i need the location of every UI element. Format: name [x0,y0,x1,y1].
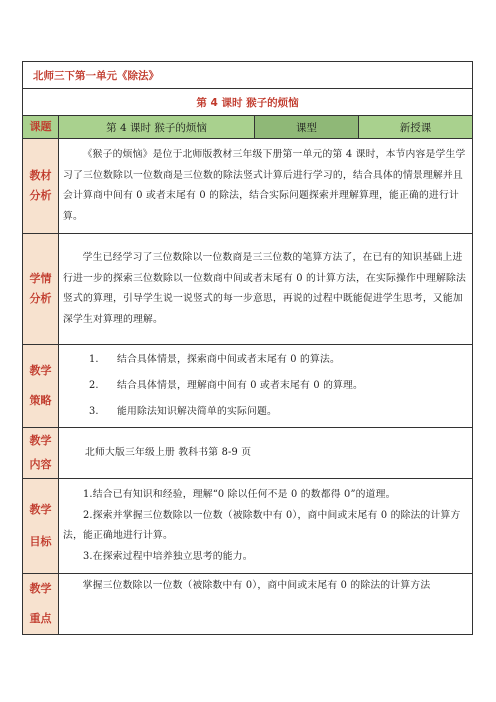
key-points-row [23,574,473,635]
strategy-list [59,345,473,428]
goal-item: 3.在探索过程中培养独立思考的能力。 [83,550,253,562]
header-subtitle-row [23,89,473,116]
goal-item: 2.探索并掌握三位数除以一位数（被除数中有 0），商中间或末尾有 0 的除法的计算方法，能正确地进行计算。 [63,509,461,541]
type-label: 课型 [255,116,359,139]
goal-item: 1.结合已有知识和经验，理解“0 除以任何不是 0 的数都得 0”的道理。 [83,489,396,500]
textbook-analysis-row [23,139,473,234]
content-text: 北师大版三年级上册 教科书第 8-9 页 [59,428,473,479]
topic-value: 第 4 课时 猴子的烦恼 [59,116,255,139]
type-value: 新授课 [359,116,473,139]
student-analysis-text: 学生已经学习了三位数除以一位数商是三三位数的笔算方法了，在已有的知识基础上进行进一步的探索三位数除以一位数商中间或者末尾有 0 的计算方法，在实际操作中理解除法竖式的算理，引导学生说一说竖式的每一步意思，再说的过程中既能促进学生思考，又能加深学生对算理的理解。 [59,234,473,345]
key-points-text: 掌握三位数除以一位数（被除数中有 0），商中间或末尾有 0 的除法的计算方法 [59,574,473,635]
lesson-subtitle: 第 4 课时 猴子的烦恼 [23,89,473,116]
strategy-item: 3. 能用除法知识解决简单的实际问题。 [89,406,277,417]
strategy-item: 2. 结合具体情景，理解商中间有 0 或者末尾有 0 的算理。 [89,380,364,391]
meta-row [23,116,473,139]
topic-label: 课题 [23,116,59,139]
goals-row [23,479,473,574]
goals-list [59,479,473,574]
strategy-row [23,345,473,428]
strategy-item: 1. 结合具体情景，探索商中间或者末尾有 0 的算法。 [89,354,340,365]
content-row [23,428,473,479]
student-analysis-label: 学情分析 [23,234,59,345]
content-label: 教学内容 [23,428,59,479]
strategy-label: 教学策略 [23,345,59,428]
header-title-row [23,62,473,89]
lesson-plan-table [22,61,473,635]
lesson-plan-page [22,61,472,625]
textbook-analysis-label: 教材分析 [23,139,59,234]
goals-label: 教学目标 [23,479,59,574]
student-analysis-row [23,234,473,345]
unit-title: 北师三下第一单元《除法》 [23,62,473,89]
key-points-label: 教学重点 [23,574,59,635]
textbook-analysis-text: 《猴子的烦恼》是位于北师版教材三年级下册第一单元的第 4 课时，本节内容是学生学习了三位数除以一位数商是三位数的除法竖式计算后进行学习的，结合具体的情景理解并且会计算商中间有 0 或者末尾有 0 的除法，结合实际问题探索并理解算理，能正确的进行计算。 [59,139,473,234]
